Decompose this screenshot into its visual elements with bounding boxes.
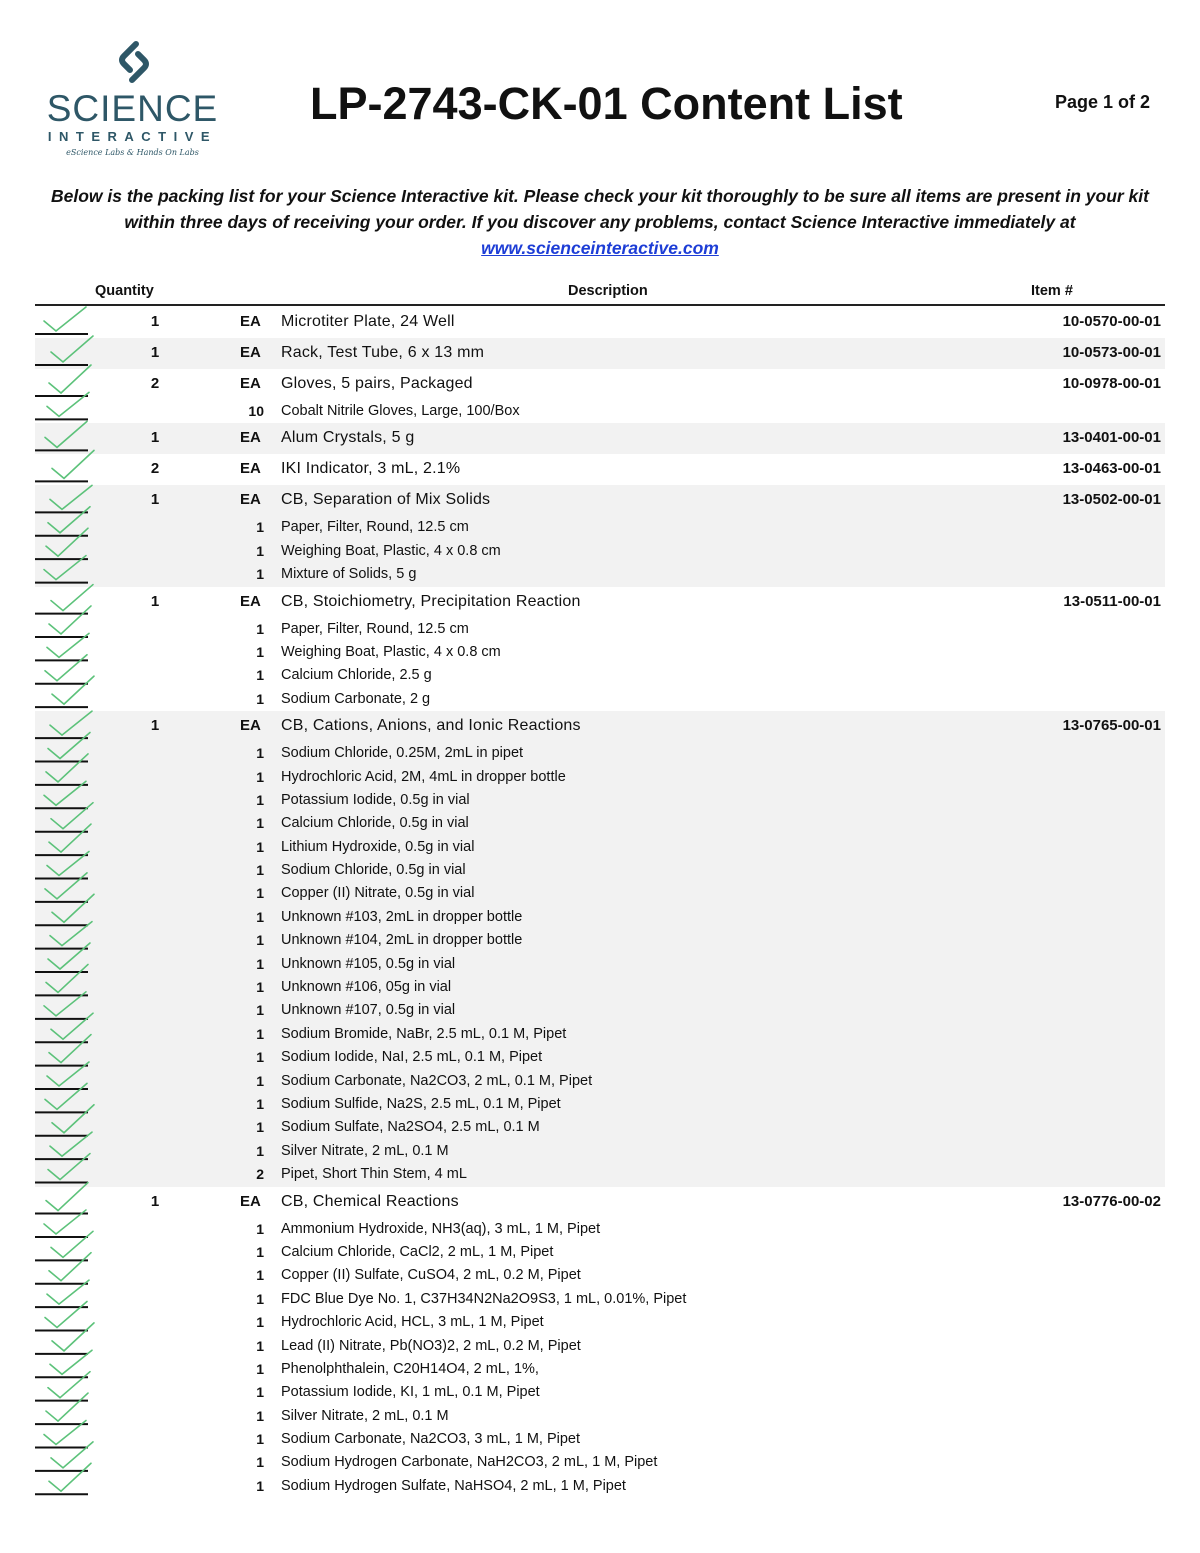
table-subrow	[35, 766, 1165, 789]
sub-description-cell: Paper, Filter, Round, 12.5 cm	[281, 620, 469, 637]
sub-quantity-cell: 1	[256, 745, 264, 762]
table-subrow	[35, 953, 1165, 976]
table-subrow	[35, 1241, 1165, 1264]
table-subrow	[35, 1218, 1165, 1241]
sub-description-cell: Copper (II) Sulfate, CuSO4, 2 mL, 0.2 M, Pipet	[281, 1267, 581, 1284]
item-number-cell: 13-0776-00-02	[1062, 1192, 1161, 1210]
column-header-quantity: Quantity	[95, 283, 154, 299]
intro-paragraph	[42, 183, 1158, 261]
table-subrow	[35, 882, 1165, 905]
sub-description-cell: Sodium Hydrogen Carbonate, NaH2CO3, 2 mL, 1 M, Pipet	[281, 1454, 658, 1471]
table-row	[35, 1187, 1165, 1218]
sub-description-cell: Hydrochloric Acid, 2M, 4mL in dropper bottle	[281, 768, 566, 785]
item-number-cell: 13-0765-00-01	[1062, 717, 1161, 735]
unit-cell: EA	[240, 1192, 261, 1210]
quantity-cell: 1	[150, 592, 160, 610]
page-title: LP-2743-CK-01 Content List	[310, 78, 903, 129]
website-link[interactable]: www.scienceinteractive.com	[481, 238, 719, 258]
description-cell: CB, Stoichiometry, Precipitation Reaction	[281, 592, 581, 610]
quantity-cell: 1	[150, 344, 160, 361]
table-row	[35, 369, 1165, 400]
table-subrow	[35, 1093, 1165, 1116]
sub-description-cell: Silver Nitrate, 2 mL, 0.1 M	[281, 1407, 449, 1424]
table-row	[35, 423, 1165, 454]
table-subrow	[35, 1070, 1165, 1093]
sub-description-cell: Sodium Chloride, 0.5g in vial	[281, 862, 466, 879]
table-subrow	[35, 664, 1165, 687]
table-row-group	[35, 485, 1165, 586]
sub-description-cell: Sodium Sulfide, Na2S, 2.5 mL, 0.1 M, Pipet	[281, 1095, 561, 1112]
quantity-cell: 1	[150, 491, 160, 509]
table-subrow	[35, 1451, 1165, 1474]
sub-description-cell: Potassium Iodide, KI, 1 mL, 0.1 M, Pipet	[281, 1384, 540, 1401]
sub-description-cell: Sodium Carbonate, 2 g	[281, 690, 431, 707]
item-number-cell: 13-0502-00-01	[1062, 491, 1161, 509]
sub-quantity-cell: 1	[256, 667, 264, 684]
description-cell: Alum Crystals, 5 g	[281, 429, 415, 447]
item-number-cell: 13-0401-00-01	[1062, 429, 1161, 447]
sub-quantity-cell: 1	[256, 979, 264, 996]
table-row	[35, 454, 1165, 485]
item-number-cell: 10-0573-00-01	[1062, 344, 1161, 361]
sub-description-cell: Ammonium Hydroxide, NH3(aq), 3 mL, 1 M, Pipet	[281, 1220, 601, 1237]
sub-quantity-cell: 1	[256, 1314, 264, 1331]
table-subrow	[35, 400, 1165, 423]
table-subrow	[35, 999, 1165, 1022]
table-subrow	[35, 1264, 1165, 1287]
sub-quantity-cell: 1	[256, 1431, 264, 1448]
sub-description-cell: Potassium Iodide, 0.5g in vial	[281, 791, 470, 808]
unit-cell: EA	[240, 429, 261, 447]
column-header-description: Description	[568, 283, 648, 299]
sub-quantity-cell: 1	[256, 690, 264, 707]
table-subrow	[35, 859, 1165, 882]
sub-quantity-cell: 1	[256, 620, 264, 637]
sub-quantity-cell: 1	[256, 885, 264, 902]
sub-quantity-cell: 1	[256, 1360, 264, 1377]
sub-quantity-cell: 1	[256, 791, 264, 808]
description-cell: IKI Indicator, 3 mL, 2.1%	[281, 460, 461, 478]
sub-quantity-cell: 1	[256, 1243, 264, 1260]
sub-quantity-cell: 2	[256, 1166, 264, 1183]
table-subrow	[35, 789, 1165, 812]
unit-cell: EA	[240, 717, 261, 735]
sub-quantity-cell: 1	[256, 542, 264, 559]
sub-description-cell: Sodium Sulfate, Na2SO4, 2.5 mL, 0.1 M	[281, 1119, 540, 1136]
table-subrow	[35, 1140, 1165, 1163]
table-row-group	[35, 454, 1165, 485]
sub-quantity-cell: 1	[256, 1095, 264, 1112]
unit-cell: EA	[240, 313, 261, 330]
sub-quantity-cell: 10	[248, 403, 264, 419]
sub-quantity-cell: 1	[256, 768, 264, 785]
sub-description-cell: Calcium Chloride, 2.5 g	[281, 667, 432, 684]
sub-quantity-cell: 1	[256, 908, 264, 925]
sub-quantity-cell: 1	[256, 1337, 264, 1354]
table-row	[35, 307, 1165, 338]
table-subrow	[35, 976, 1165, 999]
table-row-group	[35, 423, 1165, 454]
table-subrow	[35, 1358, 1165, 1381]
sub-description-cell: Unknown #107, 0.5g in vial	[281, 1002, 456, 1019]
table-subrow	[35, 906, 1165, 929]
sub-quantity-cell: 1	[256, 932, 264, 949]
table-subrow	[35, 540, 1165, 563]
table-subrow	[35, 1023, 1165, 1046]
sub-description-cell: Copper (II) Nitrate, 0.5g in vial	[281, 885, 475, 902]
unit-cell: EA	[240, 491, 261, 509]
sub-description-cell: FDC Blue Dye No. 1, C37H34N2Na2O9S3, 1 mL, 0.01%, Pipet	[281, 1290, 687, 1307]
sub-description-cell: Pipet, Short Thin Stem, 4 mL	[281, 1166, 467, 1183]
unit-cell: EA	[240, 375, 261, 392]
sub-quantity-cell: 1	[256, 643, 264, 660]
table-subrow	[35, 1311, 1165, 1334]
science-interactive-logo	[40, 40, 225, 165]
table-row-group	[35, 369, 1165, 423]
unit-cell: EA	[240, 344, 261, 361]
quantity-cell: 2	[150, 375, 160, 392]
table-row-group	[35, 587, 1165, 712]
table-subrow	[35, 742, 1165, 765]
sub-description-cell: Weighing Boat, Plastic, 4 x 0.8 cm	[281, 643, 501, 660]
sub-quantity-cell: 1	[256, 955, 264, 972]
sub-description-cell: Unknown #103, 2mL in dropper bottle	[281, 908, 523, 925]
sub-quantity-cell: 1	[256, 1119, 264, 1136]
sub-quantity-cell: 1	[256, 1142, 264, 1159]
sub-description-cell: Phenolphthalein, C20H14O4, 2 mL, 1%,	[281, 1360, 539, 1377]
table-subrow	[35, 641, 1165, 664]
unit-cell: EA	[240, 592, 261, 610]
sub-quantity-cell: 1	[256, 1267, 264, 1284]
table-subrow	[35, 688, 1165, 711]
logo-mark-icon	[114, 40, 154, 84]
item-number-cell: 13-0463-00-01	[1062, 460, 1161, 478]
sub-description-cell: Paper, Filter, Round, 12.5 cm	[281, 519, 469, 536]
sub-description-cell: Lithium Hydroxide, 0.5g in vial	[281, 838, 475, 855]
sub-description-cell: Calcium Chloride, 0.5g in vial	[281, 815, 469, 832]
intro-text: Below is the packing list for your Science Interactive kit. Please check your kit thoroughly to be sure all items are present in your kit within three days of receiving your order. If you discover any problems, contact Science Interactive immediately at	[51, 186, 1149, 232]
logo-word: SCIENCE	[46, 88, 219, 129]
table-row	[35, 485, 1165, 516]
table-subrow	[35, 1475, 1165, 1498]
quantity-cell: 2	[150, 460, 160, 478]
sub-quantity-cell: 1	[256, 1025, 264, 1042]
header-rule	[35, 304, 1165, 306]
table-row	[35, 711, 1165, 742]
sub-quantity-cell: 1	[256, 1454, 264, 1471]
table-subrow	[35, 1428, 1165, 1451]
table-subrow	[35, 1046, 1165, 1069]
sub-quantity-cell: 1	[256, 862, 264, 879]
item-number-cell: 10-0570-00-01	[1062, 313, 1161, 330]
table-row-group	[35, 711, 1165, 1186]
sub-description-cell: Calcium Chloride, CaCl2, 2 mL, 1 M, Pipet	[281, 1243, 554, 1260]
sub-description-cell: Sodium Chloride, 0.25M, 2mL in pipet	[281, 745, 524, 762]
sub-description-cell: Weighing Boat, Plastic, 4 x 0.8 cm	[281, 542, 501, 559]
quantity-cell: 1	[150, 717, 160, 735]
sub-quantity-cell: 1	[256, 1290, 264, 1307]
table-subrow	[35, 1116, 1165, 1139]
sub-quantity-cell: 1	[256, 1220, 264, 1237]
content-table	[35, 307, 1165, 1498]
logo-tagline: eScience Labs & Hands On Labs	[66, 148, 199, 157]
table-subrow	[35, 563, 1165, 586]
item-number-cell: 13-0511-00-01	[1063, 592, 1161, 610]
description-cell: CB, Separation of Mix Solids	[281, 491, 491, 509]
table-subrow	[35, 1405, 1165, 1428]
column-header-item: Item #	[1031, 283, 1073, 299]
quantity-cell: 1	[150, 429, 160, 447]
description-cell: CB, Cations, Anions, and Ionic Reactions	[281, 717, 581, 735]
sub-description-cell: Unknown #104, 2mL in dropper bottle	[281, 932, 523, 949]
table-subrow	[35, 812, 1165, 835]
sub-quantity-cell: 1	[256, 1477, 264, 1494]
table-subrow	[35, 836, 1165, 859]
description-cell: CB, Chemical Reactions	[281, 1192, 459, 1210]
sub-quantity-cell: 1	[256, 1407, 264, 1424]
sub-quantity-cell: 1	[256, 519, 264, 536]
sub-quantity-cell: 1	[256, 1072, 264, 1089]
logo-subword: INTERACTIVE	[47, 129, 218, 144]
table-subrow	[35, 1381, 1165, 1404]
description-cell: Microtiter Plate, 24 Well	[281, 313, 455, 330]
table-row-group	[35, 307, 1165, 338]
sub-quantity-cell: 1	[256, 1002, 264, 1019]
sub-quantity-cell: 1	[256, 815, 264, 832]
table-row	[35, 587, 1165, 618]
table-subrow	[35, 618, 1165, 641]
description-cell: Gloves, 5 pairs, Packaged	[281, 375, 473, 392]
table-row	[35, 338, 1165, 369]
table-subrow	[35, 1163, 1165, 1186]
sub-description-cell: Unknown #106, 05g in vial	[281, 979, 452, 996]
sub-quantity-cell: 1	[256, 566, 264, 583]
sub-description-cell: Mixture of Solids, 5 g	[281, 566, 417, 583]
item-number-cell: 10-0978-00-01	[1062, 375, 1161, 392]
table-subrow	[35, 1335, 1165, 1358]
sub-description-cell: Hydrochloric Acid, HCL, 3 mL, 1 M, Pipet	[281, 1314, 544, 1331]
sub-description-cell: Sodium Bromide, NaBr, 2.5 mL, 0.1 M, Pipet	[281, 1025, 567, 1042]
sub-description-cell: Cobalt Nitrile Gloves, Large, 100/Box	[281, 403, 520, 419]
sub-quantity-cell: 1	[256, 838, 264, 855]
sub-quantity-cell: 1	[256, 1049, 264, 1066]
table-subrow	[35, 1288, 1165, 1311]
sub-description-cell: Sodium Carbonate, Na2CO3, 3 mL, 1 M, Pipet	[281, 1431, 581, 1448]
sub-description-cell: Silver Nitrate, 2 mL, 0.1 M	[281, 1142, 449, 1159]
table-subrow	[35, 929, 1165, 952]
sub-description-cell: Sodium Carbonate, Na2CO3, 2 mL, 0.1 M, Pipet	[281, 1072, 593, 1089]
sub-description-cell: Sodium Hydrogen Sulfate, NaHSO4, 2 mL, 1 M, Pipet	[281, 1477, 626, 1494]
page-number: Page 1 of 2	[1054, 92, 1150, 112]
table-row-group	[35, 338, 1165, 369]
quantity-cell: 1	[150, 313, 160, 330]
table-row-group	[35, 1187, 1165, 1499]
description-cell: Rack, Test Tube, 6 x 13 mm	[281, 344, 485, 361]
unit-cell: EA	[240, 460, 261, 478]
sub-description-cell: Sodium Iodide, NaI, 2.5 mL, 0.1 M, Pipet	[281, 1049, 543, 1066]
sub-quantity-cell: 1	[256, 1384, 264, 1401]
sub-description-cell: Lead (II) Nitrate, Pb(NO3)2, 2 mL, 0.2 M, Pipet	[281, 1337, 581, 1354]
table-subrow	[35, 516, 1165, 539]
quantity-cell: 1	[150, 1192, 160, 1210]
sub-description-cell: Unknown #105, 0.5g in vial	[281, 955, 456, 972]
